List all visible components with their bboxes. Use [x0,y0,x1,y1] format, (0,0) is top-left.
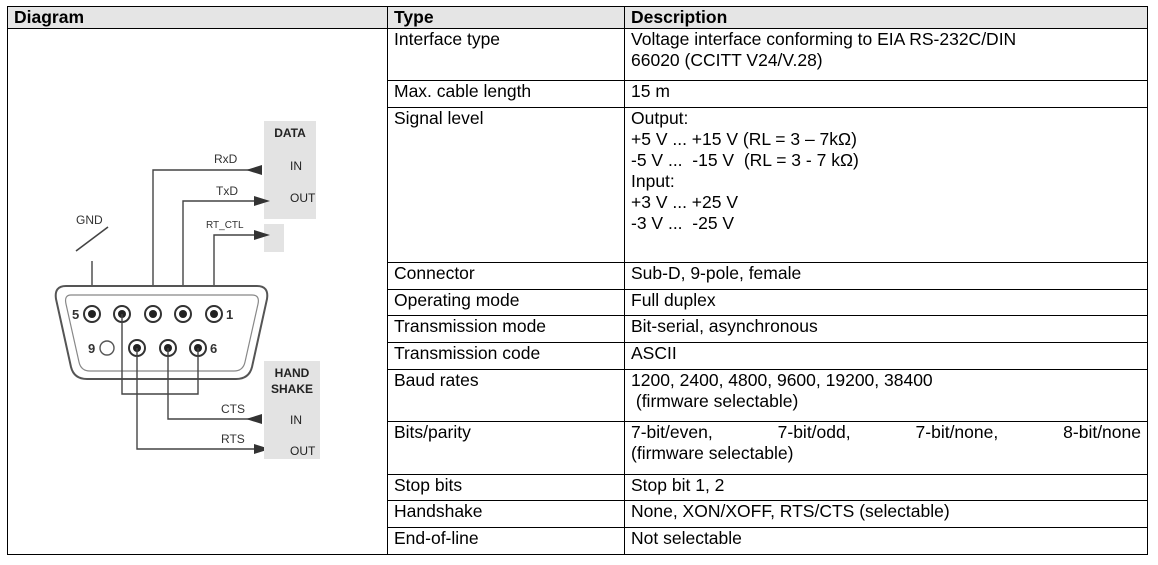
cts-label: CTS [221,402,245,416]
desc-line: Bit-serial, asynchronous [631,316,818,337]
row-desc [625,29,1148,81]
desc-line: Not selectable [631,528,742,549]
row-type: Bits/parity [388,422,625,474]
in-label: IN [290,159,302,173]
out-label: OUT [290,191,316,205]
desc-line: (firmware selectable) [631,443,794,464]
rts-label: RTS [221,432,245,446]
row-desc [625,343,1148,370]
desc-line [631,422,1141,443]
desc-line: 66020 (CCITT V24/V.28) [631,50,823,70]
shake-label: SHAKE [270,382,314,396]
row-type: Handshake [388,501,625,528]
row-desc [625,108,1148,263]
desc-part: 8-bit/none [1063,422,1141,443]
table-row [8,29,1148,81]
desc-line: +5 V ... +15 V (RL = 3 – 7kΩ) [631,129,857,150]
row-desc [625,369,1148,421]
row-desc [625,501,1148,528]
spec-table [7,6,1148,555]
pin6-label: 6 [210,341,218,356]
hand-label: HAND [274,366,310,380]
desc-line: Sub-D, 9-pole, female [631,262,802,283]
row-type: Interface type [388,29,625,81]
pin5-label: 5 [72,307,80,322]
rxd-label: RxD [214,152,238,166]
header-diagram: Diagram [8,7,388,29]
header-type: Type [388,7,625,29]
desc-line: ASCII [631,343,677,364]
desc-line: Voltage interface conforming to EIA RS-232C/DIN [631,29,1017,49]
desc-line: Output: [631,108,689,129]
row-type: Connector [388,262,625,289]
row-type: Transmission mode [388,316,625,343]
txd-label: TxD [216,184,238,198]
desc-line: Input: [631,171,675,192]
in2-label: IN [290,413,302,427]
rs232-pinout-diagram [14,29,394,554]
row-type: Max. cable length [388,81,625,108]
header-row [8,7,1148,29]
row-desc [625,289,1148,316]
desc-part: 7-bit/none, [915,422,999,443]
desc-line: 1200, 2400, 4800, 9600, 19200, 38400 [631,369,933,390]
header-description: Description [625,7,1148,29]
data-label: DATA [274,126,306,140]
pin1-label: 1 [226,307,234,322]
rtctl-label: RT_CTL [206,220,244,231]
desc-line: -3 V ... -25 V [631,213,735,234]
desc-line: -5 V ... -15 V (RL = 3 - 7 kΩ) [631,150,859,171]
row-desc [625,81,1148,108]
desc-line: 15 m [631,81,670,102]
desc-line: None, XON/XOFF, RTS/CTS (selectable) [631,501,950,522]
row-desc [625,316,1148,343]
gnd-label: GND [76,213,103,227]
diagram-cell [8,29,388,555]
row-desc [625,474,1148,501]
rtctl-box [264,224,284,252]
out2-label: OUT [290,444,316,458]
pin9-label: 9 [88,341,96,356]
row-desc [625,262,1148,289]
desc-line: Stop bit 1, 2 [631,474,725,495]
row-desc [625,528,1148,555]
row-type: Baud rates [388,369,625,421]
desc-part: 7-bit/even, [631,422,713,443]
desc-line: (firmware selectable) [631,390,799,411]
desc-line: +3 V ... +25 V [631,192,739,213]
row-desc [625,422,1148,474]
cts-arrow [246,414,262,424]
rxd-arrow [246,165,262,175]
dsub-connector [56,286,268,379]
row-type: Operating mode [388,289,625,316]
row-type: Stop bits [388,474,625,501]
desc-line: Full duplex [631,289,716,310]
gnd-slash [76,227,108,251]
row-type: Transmission code [388,343,625,370]
desc-part: 7-bit/odd, [777,422,851,443]
row-type: End-of-line [388,528,625,555]
row-type: Signal level [388,108,625,263]
